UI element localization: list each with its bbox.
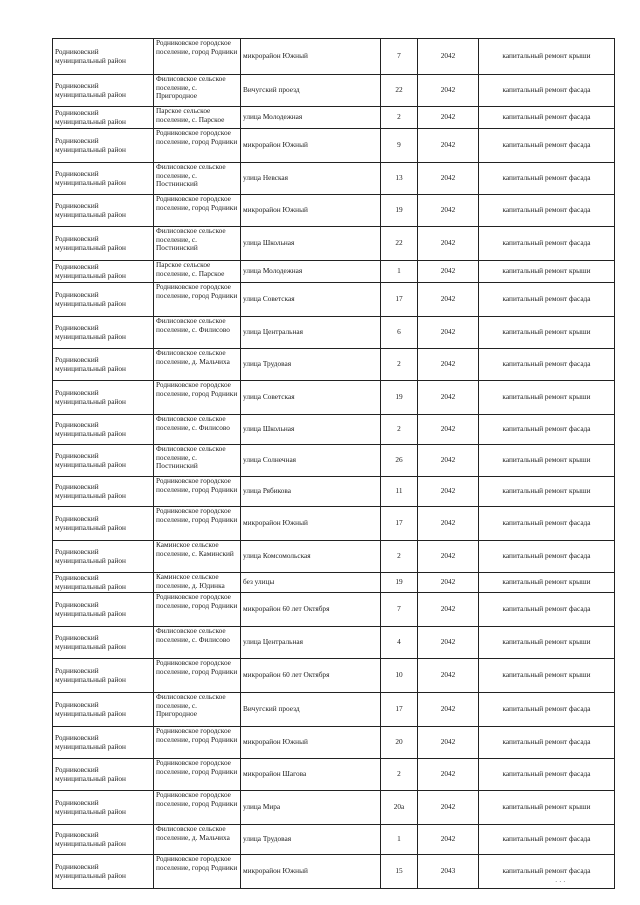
street-cell: Вичугский проезд <box>241 693 381 727</box>
settlement-cell: Родниковское городское поселение, город Родники <box>154 593 241 627</box>
work-type-cell: капитальный ремонт фасада <box>479 227 615 261</box>
work-type-cell: капитальный ремонт фасада <box>479 163 615 195</box>
year-cell: 2042 <box>418 727 479 759</box>
settlement-cell: Филисовское сельское поселение, д. Мальчиха <box>154 349 241 381</box>
work-type-cell: капитальный ремонт крыши <box>479 659 615 693</box>
table-body <box>53 39 615 889</box>
house-number-cell: 17 <box>381 507 418 541</box>
settlement-cell: Каминское сельское поселение, д. Юдинка <box>154 573 241 593</box>
settlement-cell: Филисовское сельское поселение, с. Постнинский <box>154 445 241 477</box>
settlement-cell: Родниковское городское поселение, город Родники <box>154 507 241 541</box>
year-cell: 2042 <box>418 791 479 825</box>
district-cell: Родниковский муниципальный район <box>53 727 154 759</box>
settlement-cell: Родниковское городское поселение, город Родники <box>154 659 241 693</box>
settlement-cell: Родниковское городское поселение, город Родники <box>154 791 241 825</box>
work-type-cell: капитальный ремонт фасада <box>479 541 615 573</box>
street-cell: улица Школьная <box>241 227 381 261</box>
house-number-cell: 15 <box>381 855 418 889</box>
street-cell: улица Комсомольская <box>241 541 381 573</box>
settlement-cell: Родниковское городское поселение, город Родники <box>154 477 241 507</box>
street-cell: улица Молодежная <box>241 107 381 129</box>
table-row <box>53 627 615 659</box>
year-cell: 2042 <box>418 573 479 593</box>
district-cell: Родниковский муниципальный район <box>53 195 154 227</box>
table-row <box>53 75 615 107</box>
street-cell: улица Невская <box>241 163 381 195</box>
scan-dots: · · · <box>555 878 566 886</box>
house-number-cell: 19 <box>381 573 418 593</box>
district-cell: Родниковский муниципальный район <box>53 129 154 163</box>
settlement-cell: Родниковское городское поселение, город Родники <box>154 129 241 163</box>
year-cell: 2042 <box>418 593 479 627</box>
street-cell: улица Молодежная <box>241 261 381 283</box>
house-number-cell: 2 <box>381 107 418 129</box>
district-cell: Родниковский муниципальный район <box>53 627 154 659</box>
house-number-cell: 2 <box>381 759 418 791</box>
street-cell: без улицы <box>241 573 381 593</box>
table-row <box>53 477 615 507</box>
work-type-cell: капитальный ремонт крыши <box>479 573 615 593</box>
house-number-cell: 22 <box>381 227 418 261</box>
house-number-cell: 22 <box>381 75 418 107</box>
year-cell: 2042 <box>418 39 479 75</box>
table-row <box>53 381 615 415</box>
district-cell: Родниковский муниципальный район <box>53 541 154 573</box>
table-row <box>53 283 615 317</box>
table-row <box>53 593 615 627</box>
house-number-cell: 19 <box>381 195 418 227</box>
district-cell: Родниковский муниципальный район <box>53 507 154 541</box>
district-cell: Родниковский муниципальный район <box>53 693 154 727</box>
settlement-cell: Родниковское городское поселение, город Родники <box>154 759 241 791</box>
work-type-cell: капитальный ремонт крыши <box>479 381 615 415</box>
table-row <box>53 349 615 381</box>
house-number-cell: 20а <box>381 791 418 825</box>
district-cell: Родниковский муниципальный район <box>53 163 154 195</box>
district-cell: Родниковский муниципальный район <box>53 75 154 107</box>
work-type-cell: капитальный ремонт фасада <box>479 693 615 727</box>
year-cell: 2042 <box>418 507 479 541</box>
year-cell: 2042 <box>418 195 479 227</box>
table-row <box>53 759 615 791</box>
house-number-cell: 7 <box>381 593 418 627</box>
district-cell: Родниковский муниципальный район <box>53 349 154 381</box>
table-row <box>53 727 615 759</box>
house-number-cell: 1 <box>381 261 418 283</box>
house-number-cell: 1 <box>381 825 418 855</box>
street-cell: микрорайон Южный <box>241 727 381 759</box>
street-cell: микрорайон Южный <box>241 39 381 75</box>
year-cell: 2042 <box>418 107 479 129</box>
settlement-cell: Парское сельское поселение, с. Парское <box>154 107 241 129</box>
house-number-cell: 4 <box>381 627 418 659</box>
table-row <box>53 693 615 727</box>
work-type-cell: капитальный ремонт фасада <box>479 507 615 541</box>
district-cell: Родниковский муниципальный район <box>53 283 154 317</box>
work-type-cell: капитальный ремонт фасада <box>479 107 615 129</box>
settlement-cell: Филисовское сельское поселение, с. Постнинский <box>154 227 241 261</box>
year-cell: 2042 <box>418 627 479 659</box>
district-cell: Родниковский муниципальный район <box>53 445 154 477</box>
work-type-cell: капитальный ремонт фасада <box>479 727 615 759</box>
settlement-cell: Филисовское сельское поселение, с. Пригородное <box>154 693 241 727</box>
work-type-cell: капитальный ремонт фасада <box>479 593 615 627</box>
work-type-cell: капитальный ремонт крыши <box>479 39 615 75</box>
table-row <box>53 195 615 227</box>
year-cell: 2042 <box>418 129 479 163</box>
district-cell: Родниковский муниципальный район <box>53 317 154 349</box>
settlement-cell: Филисовское сельское поселение, д. Мальчиха <box>154 825 241 855</box>
work-type-cell: капитальный ремонт фасада <box>479 75 615 107</box>
year-cell: 2042 <box>418 317 479 349</box>
street-cell: микрорайон Южный <box>241 507 381 541</box>
table-row <box>53 507 615 541</box>
work-type-cell: капитальный ремонт крыши <box>479 261 615 283</box>
house-number-cell: 10 <box>381 659 418 693</box>
street-cell: улица Центральная <box>241 317 381 349</box>
street-cell: улица Мира <box>241 791 381 825</box>
district-cell: Родниковский муниципальный район <box>53 381 154 415</box>
house-number-cell: 26 <box>381 445 418 477</box>
house-number-cell: 9 <box>381 129 418 163</box>
street-cell: микрорайон Шагова <box>241 759 381 791</box>
work-type-cell: капитальный ремонт фасада <box>479 283 615 317</box>
house-number-cell: 6 <box>381 317 418 349</box>
house-number-cell: 17 <box>381 693 418 727</box>
year-cell: 2042 <box>418 541 479 573</box>
settlement-cell: Родниковское городское поселение, город Родники <box>154 727 241 759</box>
year-cell: 2042 <box>418 415 479 445</box>
district-cell: Родниковский муниципальный район <box>53 107 154 129</box>
settlement-cell: Филисовское сельское поселение, с. Филисово <box>154 415 241 445</box>
district-cell: Родниковский муниципальный район <box>53 659 154 693</box>
street-cell: улица Рябикова <box>241 477 381 507</box>
district-cell: Родниковский муниципальный район <box>53 477 154 507</box>
district-cell: Родниковский муниципальный район <box>53 825 154 855</box>
street-cell: улица Советская <box>241 283 381 317</box>
table-row <box>53 855 615 889</box>
year-cell: 2042 <box>418 163 479 195</box>
street-cell: микрорайон Южный <box>241 195 381 227</box>
settlement-cell: Родниковское городское поселение, город Родники <box>154 283 241 317</box>
work-type-cell: капитальный ремонт крыши <box>479 627 615 659</box>
district-cell: Родниковский муниципальный район <box>53 573 154 593</box>
work-type-cell: капитальный ремонт крыши <box>479 445 615 477</box>
work-type-cell: капитальный ремонт фасада <box>479 825 615 855</box>
table-row <box>53 825 615 855</box>
street-cell: улица Трудовая <box>241 349 381 381</box>
house-number-cell: 11 <box>381 477 418 507</box>
year-cell: 2042 <box>418 75 479 107</box>
house-number-cell: 2 <box>381 349 418 381</box>
table-row <box>53 659 615 693</box>
year-cell: 2042 <box>418 261 479 283</box>
district-cell: Родниковский муниципальный район <box>53 415 154 445</box>
house-number-cell: 19 <box>381 381 418 415</box>
house-number-cell: 13 <box>381 163 418 195</box>
table-row <box>53 317 615 349</box>
house-number-cell: 2 <box>381 415 418 445</box>
district-cell: Родниковский муниципальный район <box>53 791 154 825</box>
house-number-cell: 20 <box>381 727 418 759</box>
table-row <box>53 445 615 477</box>
year-cell: 2042 <box>418 227 479 261</box>
year-cell: 2042 <box>418 445 479 477</box>
work-type-cell: капитальный ремонт крыши <box>479 791 615 825</box>
settlement-cell: Филисовское сельское поселение, с. Пригородное <box>154 75 241 107</box>
street-cell: улица Трудовая <box>241 825 381 855</box>
year-cell: 2042 <box>418 381 479 415</box>
table-row <box>53 107 615 129</box>
street-cell: улица Советская <box>241 381 381 415</box>
work-type-cell: капитальный ремонт фасада <box>479 855 615 889</box>
district-cell: Родниковский муниципальный район <box>53 227 154 261</box>
year-cell: 2043 <box>418 855 479 889</box>
house-number-cell: 7 <box>381 39 418 75</box>
settlement-cell: Родниковское городское поселение, город Родники <box>154 195 241 227</box>
house-number-cell: 17 <box>381 283 418 317</box>
district-cell: Родниковский муниципальный район <box>53 855 154 889</box>
settlement-cell: Филисовское сельское поселение, с. Филисово <box>154 627 241 659</box>
table-row <box>53 227 615 261</box>
settlement-cell: Филисовское сельское поселение, с. Постнинский <box>154 163 241 195</box>
street-cell: микрорайон 60 лет Октября <box>241 593 381 627</box>
settlement-cell: Родниковское городское поселение, город Родники <box>154 855 241 889</box>
district-cell: Родниковский муниципальный район <box>53 759 154 791</box>
work-type-cell: капитальный ремонт крыши <box>479 317 615 349</box>
settlement-cell: Родниковское городское поселение, город Родники <box>154 39 241 75</box>
table-row <box>53 163 615 195</box>
settlement-cell: Родниковское городское поселение, город Родники <box>154 381 241 415</box>
district-cell: Родниковский муниципальный район <box>53 261 154 283</box>
year-cell: 2042 <box>418 693 479 727</box>
year-cell: 2042 <box>418 477 479 507</box>
work-type-cell: капитальный ремонт крыши <box>479 477 615 507</box>
work-type-cell: капитальный ремонт фасада <box>479 415 615 445</box>
table-row <box>53 415 615 445</box>
settlement-cell: Каминское сельское поселение, с. Каминский <box>154 541 241 573</box>
work-type-cell: капитальный ремонт фасада <box>479 349 615 381</box>
street-cell: улица Школьная <box>241 415 381 445</box>
table-row <box>53 573 615 593</box>
district-cell: Родниковский муниципальный район <box>53 39 154 75</box>
work-type-cell: капитальный ремонт фасада <box>479 759 615 791</box>
work-type-cell: капитальный ремонт фасада <box>479 195 615 227</box>
document-page <box>52 38 614 889</box>
year-cell: 2042 <box>418 825 479 855</box>
settlement-cell: Филисовское сельское поселение, с. Филисово <box>154 317 241 349</box>
street-cell: микрорайон Южный <box>241 129 381 163</box>
table-row <box>53 129 615 163</box>
street-cell: Вичугский проезд <box>241 75 381 107</box>
street-cell: микрорайон 60 лет Октября <box>241 659 381 693</box>
table-row <box>53 261 615 283</box>
street-cell: улица Солнечная <box>241 445 381 477</box>
settlement-cell: Парское сельское поселение, с. Парское <box>154 261 241 283</box>
repair-schedule-table <box>52 38 615 889</box>
year-cell: 2042 <box>418 283 479 317</box>
year-cell: 2042 <box>418 659 479 693</box>
district-cell: Родниковский муниципальный район <box>53 593 154 627</box>
year-cell: 2042 <box>418 759 479 791</box>
work-type-cell: капитальный ремонт фасада <box>479 129 615 163</box>
table-row <box>53 541 615 573</box>
house-number-cell: 2 <box>381 541 418 573</box>
year-cell: 2042 <box>418 349 479 381</box>
street-cell: микрорайон Южный <box>241 855 381 889</box>
street-cell: улица Центральная <box>241 627 381 659</box>
table-row <box>53 39 615 75</box>
table-row <box>53 791 615 825</box>
